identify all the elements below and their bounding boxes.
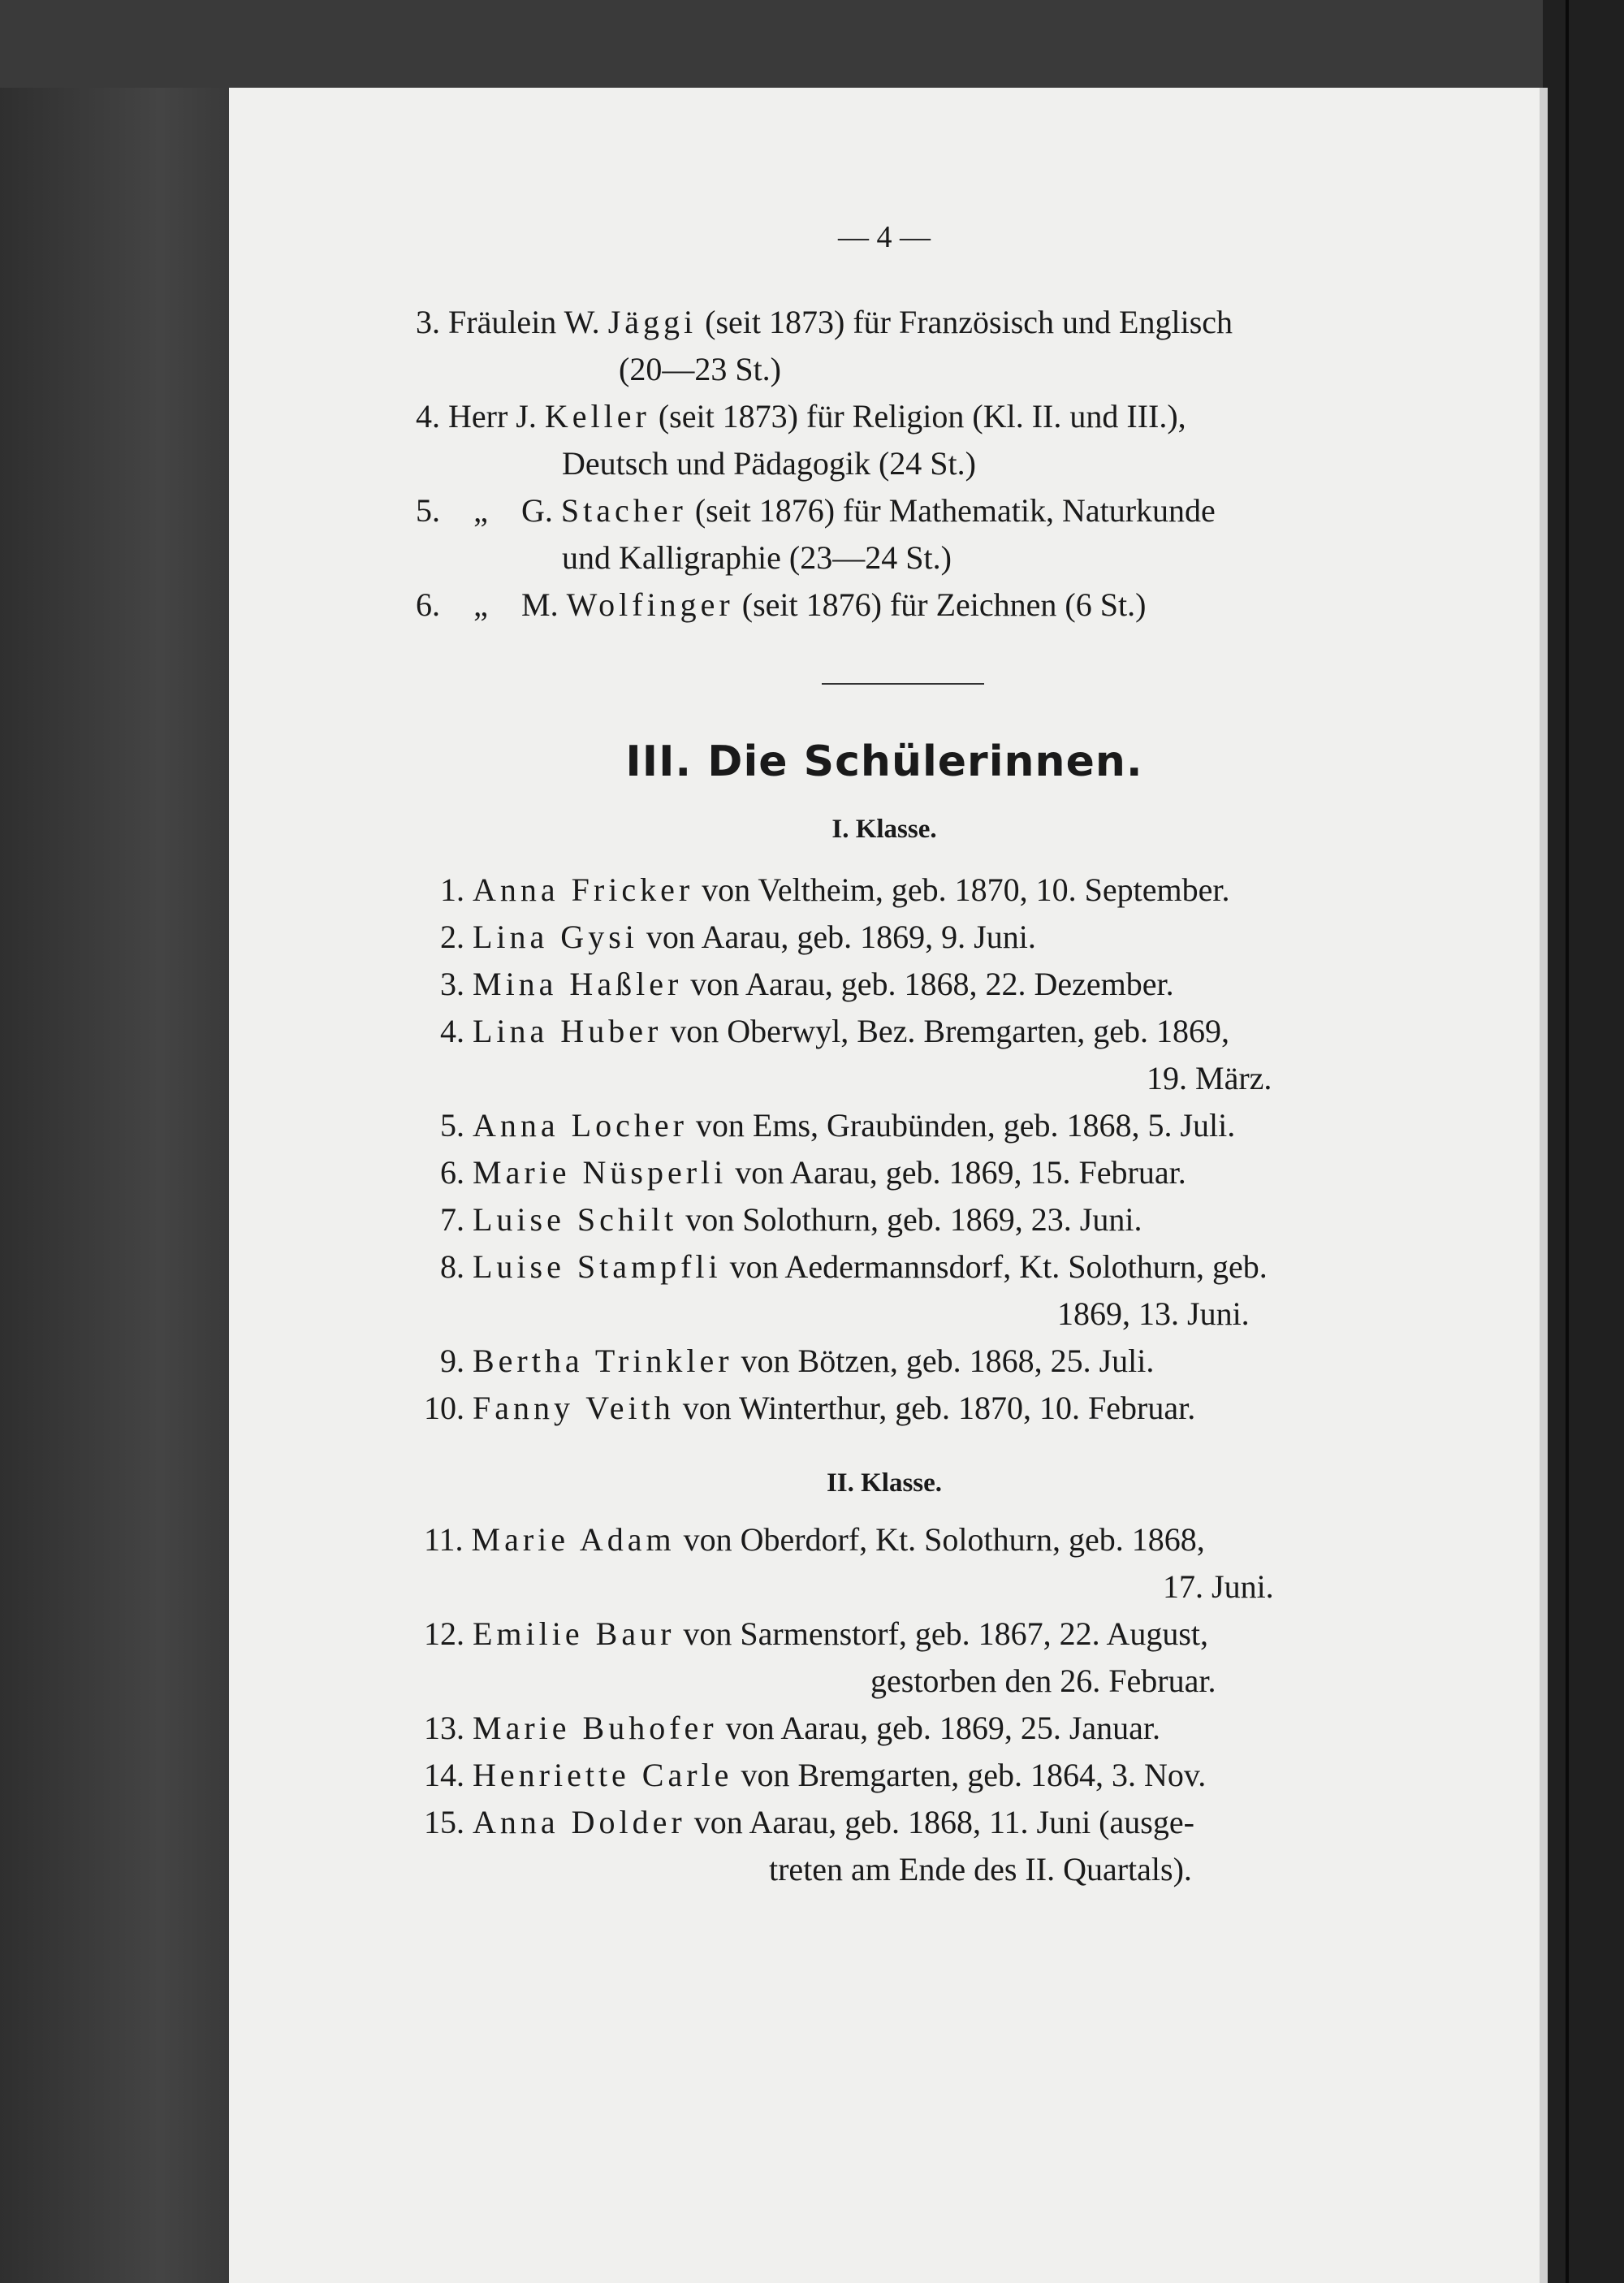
teacher-entry-4-continued: Deutsch und Pädagogik (24 St.)	[562, 445, 976, 482]
teacher-name: Keller	[544, 398, 650, 435]
teacher-title: Fräulein	[448, 304, 557, 340]
student-entry	[424, 1756, 1206, 1795]
page-number: — 4 —	[838, 220, 931, 254]
student-entry	[424, 1615, 1208, 1654]
section-heading: III. Die Schülerinnen.	[625, 737, 1143, 786]
student-details: von Aarau, geb. 1869, 25. Januar.	[725, 1710, 1161, 1746]
student-details: von Sarmenstorf, geb. 1867, 22. August,	[683, 1615, 1209, 1652]
scan-background-top	[0, 0, 1624, 88]
teacher-initial: M.	[521, 586, 559, 623]
entry-number: 14.	[424, 1757, 464, 1793]
student-entry	[440, 1153, 1186, 1192]
teacher-entry-3	[416, 303, 1233, 342]
entry-number: 11.	[424, 1521, 464, 1558]
scan-border-line	[1566, 0, 1569, 2283]
entry-number: 3.	[416, 304, 440, 340]
student-name: Lina Huber	[473, 1013, 663, 1049]
ditto-mark: „	[473, 492, 488, 529]
student-name: Marie Adam	[471, 1521, 676, 1558]
student-name: Fanny Veith	[473, 1390, 675, 1426]
student-details: von Veltheim, geb. 1870, 10. September.	[702, 871, 1230, 908]
teacher-entry-6	[416, 586, 1146, 625]
entry-number: 5.	[416, 492, 440, 529]
student-name: Bertha Trinkler	[473, 1343, 733, 1379]
teacher-initial: W.	[564, 304, 600, 340]
entry-number: 4.	[416, 398, 440, 435]
student-details: von Aarau, geb. 1869, 15. Februar.	[735, 1154, 1186, 1191]
teacher-entry-5	[416, 491, 1216, 530]
teacher-details: (seit 1873) für Französisch und Englisch	[705, 304, 1233, 340]
student-name: Mina Haßler	[473, 966, 683, 1002]
student-name: Anna Locher	[473, 1107, 688, 1144]
student-details: von Oberdorf, Kt. Solothurn, geb. 1868,	[683, 1521, 1205, 1558]
entry-number: 15.	[424, 1804, 464, 1840]
student-details: von Aarau, geb. 1868, 11. Juni (ausge-	[693, 1804, 1194, 1840]
teacher-entry-5-continued: und Kalligraphie (23—24 St.)	[562, 539, 952, 576]
ditto-mark: „	[473, 586, 488, 623]
entry-number: 1.	[440, 871, 464, 908]
student-name: Anna Fricker	[473, 871, 694, 908]
student-entry-continued: 1869, 13. Juni.	[1057, 1295, 1250, 1332]
student-entry-continued: treten am Ende des II. Quartals).	[769, 1851, 1192, 1887]
student-details: von Bötzen, geb. 1868, 25. Juli.	[741, 1343, 1155, 1379]
document-page	[229, 88, 1540, 2283]
teacher-details: (seit 1876) für Zeichnen (6 St.)	[741, 586, 1147, 623]
entry-number: 3.	[440, 966, 464, 1002]
student-name: Luise Stampfli	[473, 1248, 722, 1285]
student-details: von Bremgarten, geb. 1864, 3. Nov.	[741, 1757, 1207, 1793]
scan-background-right	[1543, 0, 1624, 2283]
entry-number: 2.	[440, 919, 464, 955]
teacher-entry-3-continued: (20—23 St.)	[619, 351, 781, 387]
teacher-name: Stacher	[560, 492, 687, 529]
class-2-heading: II. Klasse.	[826, 1468, 943, 1498]
student-entry	[440, 1342, 1154, 1381]
page-edge-right	[1540, 88, 1548, 2283]
student-entry-continued: gestorben den 26. Februar.	[870, 1663, 1216, 1699]
entry-number: 7.	[440, 1201, 464, 1238]
student-name: Anna Dolder	[473, 1804, 686, 1840]
student-entry	[440, 1106, 1235, 1145]
entry-number: 6.	[440, 1154, 464, 1191]
student-name: Marie Buhofer	[473, 1710, 718, 1746]
student-name: Emilie Baur	[473, 1615, 676, 1652]
entry-number: 9.	[440, 1343, 464, 1379]
student-name: Henriette Carle	[473, 1757, 733, 1793]
student-entry	[424, 1389, 1195, 1428]
entry-number: 12.	[424, 1615, 464, 1652]
student-entry	[440, 1247, 1268, 1286]
class-1-heading: I. Klasse.	[831, 815, 937, 844]
teacher-entry-4	[416, 397, 1186, 436]
student-entry	[440, 918, 1036, 957]
teacher-details: (seit 1876) für Mathematik, Naturkunde	[694, 492, 1216, 529]
entry-number: 8.	[440, 1248, 464, 1285]
student-details: von Oberwyl, Bez. Bremgarten, geb. 1869,	[670, 1013, 1229, 1049]
teacher-name: Jäggi	[607, 304, 698, 340]
student-entry	[424, 1803, 1194, 1842]
teacher-title: Herr	[448, 398, 508, 435]
student-details: von Solothurn, geb. 1869, 23. Juni.	[685, 1201, 1142, 1238]
scan-background-left	[0, 0, 229, 2283]
student-details: von Ems, Graubünden, geb. 1868, 5. Juli.	[695, 1107, 1236, 1144]
student-entry	[424, 1709, 1160, 1748]
entry-number: 10.	[424, 1390, 464, 1426]
student-details: von Aedermannsdorf, Kt. Solothurn, geb.	[729, 1248, 1268, 1285]
section-divider	[822, 683, 984, 685]
student-name: Lina Gysi	[473, 919, 638, 955]
student-name: Marie Nüsperli	[473, 1154, 728, 1191]
student-details: von Aarau, geb. 1868, 22. Dezember.	[690, 966, 1174, 1002]
student-name: Luise Schilt	[473, 1201, 678, 1238]
entry-number: 13.	[424, 1710, 464, 1746]
student-details: von Winterthur, geb. 1870, 10. Februar.	[682, 1390, 1196, 1426]
teacher-details: (seit 1873) für Religion (Kl. II. und III.),	[658, 398, 1186, 435]
teacher-initial: G.	[521, 492, 553, 529]
teacher-name: Wolfinger	[566, 586, 734, 623]
teacher-initial: J.	[516, 398, 537, 435]
student-entry	[424, 1520, 1205, 1559]
student-entry-continued: 17. Juni.	[1163, 1568, 1274, 1605]
student-entry	[440, 965, 1174, 1004]
entry-number: 4.	[440, 1013, 464, 1049]
entry-number: 6.	[416, 586, 440, 623]
student-entry-continued: 19. März.	[1147, 1060, 1272, 1096]
student-entry	[440, 1200, 1142, 1239]
student-entry	[440, 1012, 1229, 1051]
student-entry	[440, 871, 1229, 910]
student-details: von Aarau, geb. 1869, 9. Juni.	[646, 919, 1036, 955]
entry-number: 5.	[440, 1107, 464, 1144]
